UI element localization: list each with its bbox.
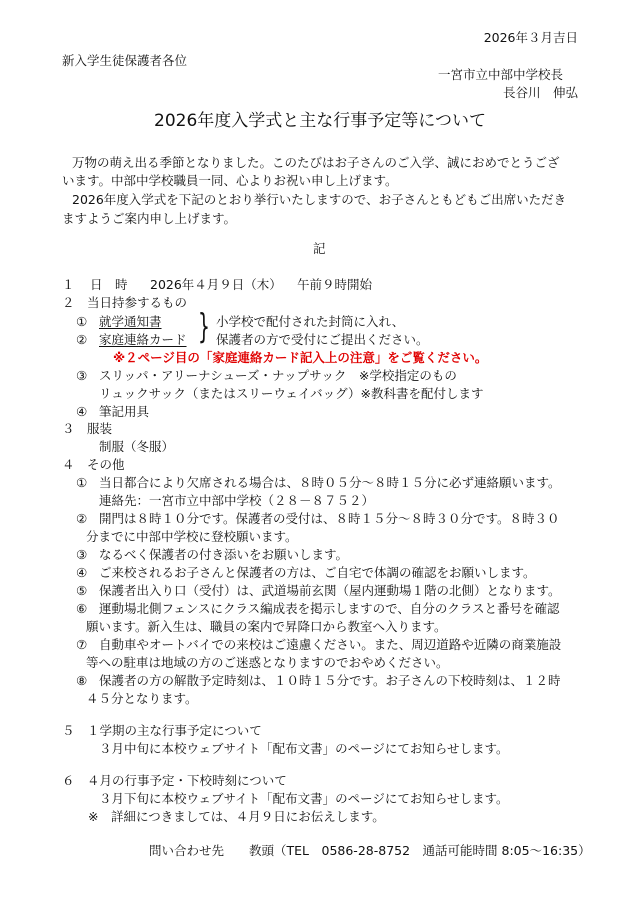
item-line: 分までに中部中学校に登校願います。 <box>86 529 298 544</box>
item-label-card: 家庭連絡カード <box>99 332 187 347</box>
item-line: 筆記用具 <box>99 404 150 419</box>
section-1-label: 日 時 <box>90 277 128 292</box>
section-5-heading: ５ １学期の主な行事予定について <box>62 723 262 738</box>
dress-code: 制服（冬服） <box>99 439 175 454</box>
ki-marker: 記 <box>313 241 326 256</box>
greeting-line-2: います。中部中学校職員一同、心よりお祝い申し上げます。 <box>62 173 398 188</box>
sender-name: 長谷川 伸弘 <box>502 85 578 100</box>
item-line: 願います。新入生は、職員の案内で昇降口から教室へ入ります。 <box>86 619 447 634</box>
greeting-line-4: ますようご案内申し上げます。 <box>62 211 237 226</box>
item-line: 保護者出入り口（受付）は、武道場前玄関（屋内運動場１階の北側）となります。 <box>99 583 561 598</box>
section-1-number: １ <box>62 277 75 292</box>
item-line: なるべく保護者の付き添いをお願いします。 <box>99 547 349 562</box>
item-number: ④ <box>76 404 88 419</box>
item-line: 当日都合により欠席される場合は、８時０５分～８時１５分に必ず連絡願います。 <box>99 475 561 490</box>
item-number: ① <box>76 475 88 490</box>
item-line: 開門は８時１０分です。保護者の受付は、８時１５分～８時３０分です。８時３０ <box>99 511 560 526</box>
issue-date: 2026年３月吉日 <box>483 30 578 45</box>
greeting-line-1: 万物の萌え出る季節となりました。このたびはお子さんのご入学、誠におめでとうござ <box>72 155 560 170</box>
section-3-heading: ３ 服装 <box>62 421 113 436</box>
item-number: ⑧ <box>76 673 88 688</box>
item-line: 自動車やオートバイでの来校はご遠慮ください。また、周辺道路や近隣の商業施設 <box>99 637 562 652</box>
section-1-date: 2026年４月９日（木） <box>150 277 282 292</box>
item-number: ⑦ <box>76 637 88 652</box>
recipient: 新入学生徒保護者各位 <box>62 53 188 68</box>
item-line: ご来校されるお子さんと保護者の方は、ご自宅で体調の確認をお願いします。 <box>99 565 536 580</box>
greeting-line-3: 2026年度入学式を下記のとおり挙行いたしますので、お子さんともどもご出席いただき <box>72 192 567 207</box>
section-6-note: ※ 詳細につきましては、４月９日にお伝えします。 <box>88 809 385 824</box>
item-number: ⑤ <box>76 583 88 598</box>
item-line: 保護者の方の解散予定時刻は、１０時１５分です。お子さんの下校時刻は、１２時 <box>99 673 561 688</box>
item-number: ② <box>76 332 88 347</box>
section-6-line: ３月下旬に本校ウェブサイト「配布文書」のページにてお知らせします。 <box>99 791 509 806</box>
section-2-heading: ２ 当日持参するもの <box>62 295 188 310</box>
item-line: リュックサック（またはスリーウェイバッグ）※教科書を配付します <box>99 386 484 401</box>
contact-line: 連絡先：一宮市立中部中学校（２８－８７５２） <box>99 493 375 508</box>
section-1-time: 午前９時開始 <box>297 277 373 292</box>
item-number: ① <box>76 314 88 329</box>
item-line: 等への駐車は地域の方のご迷惑となりますのでおやめください。 <box>86 655 449 670</box>
warning-note: ※２ページ目の「家庭連絡カード記入上の注意」をご覧ください。 <box>113 350 488 365</box>
item-number: ④ <box>76 565 88 580</box>
item-note: 小学校で配付された封筒に入れ、 <box>216 314 405 329</box>
section-5-line: ３月中旬に本校ウェブサイト「配布文書」のページにてお知らせします。 <box>99 741 509 756</box>
sender-org: 一宮市立中部中学校長 <box>437 67 563 82</box>
item-number: ② <box>76 511 88 526</box>
document-title: 2026年度入学式と主な行事予定等について <box>154 111 486 131</box>
item-number: ③ <box>76 547 88 562</box>
brace-mark: } <box>198 307 210 347</box>
item-number: ⑥ <box>76 601 88 616</box>
item-number: ③ <box>76 368 88 383</box>
contact-info: 問い合わせ先 教頭（TEL 0586-28-8752 通話可能時間 8:05～16:35） <box>149 843 591 858</box>
item-label-notice: 就学通知書 <box>99 314 162 329</box>
item-note: 保護者の方で受付にご提出ください。 <box>216 332 429 347</box>
item-line: ４５分となります。 <box>86 691 198 706</box>
section-6-heading: ６ ４月の行事予定・下校時刻について <box>62 773 287 788</box>
item-line: 運動場北側フェンスにクラス編成表を掲示しますので、自分のクラスと番号を確認 <box>99 601 560 616</box>
item-line: スリッパ・アリーナシューズ・ナップサック ※学校指定のもの <box>99 368 457 383</box>
section-4-heading: ４ その他 <box>62 457 125 472</box>
